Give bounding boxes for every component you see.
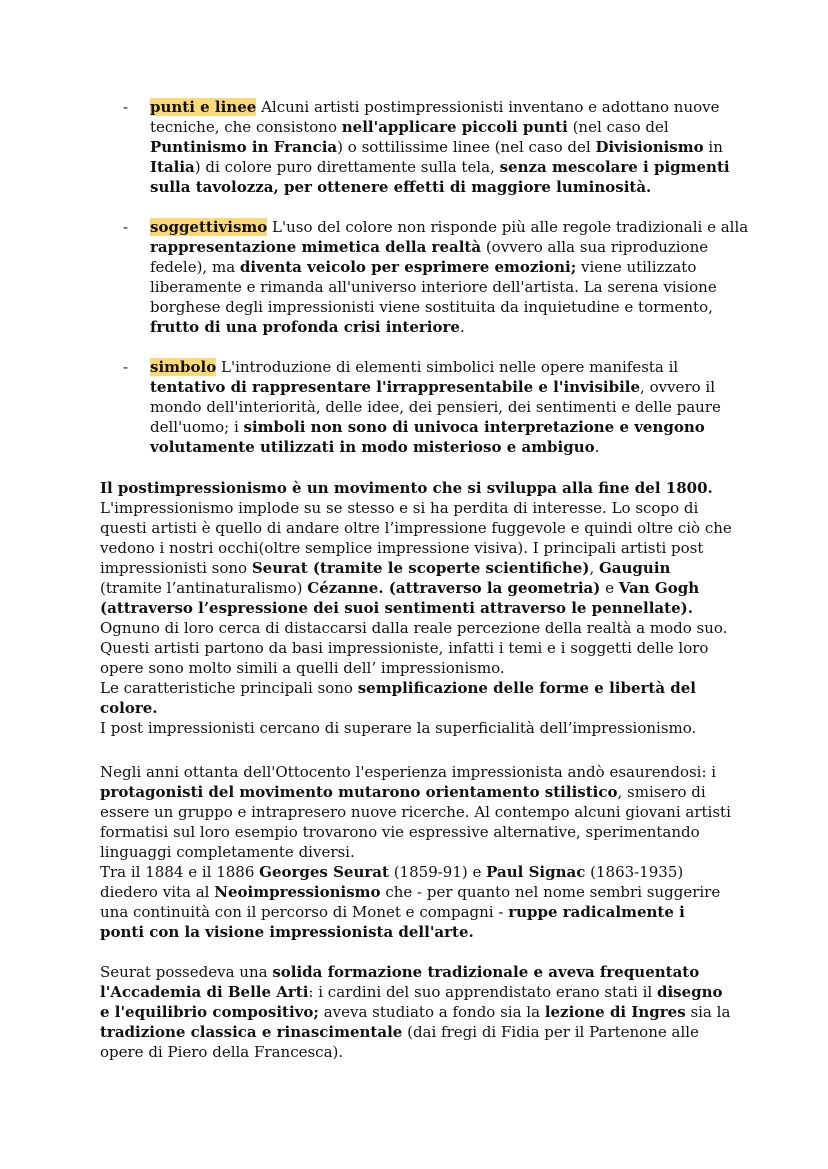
text-run: Tra il 1884 e il 1886 — [100, 863, 260, 881]
bold-text: lezione di Ingres — [544, 1003, 686, 1021]
dash-marker: - — [123, 358, 129, 376]
bold-text: solida formazione tradizionale e aveva frequentato l'Accademia di Belle Arti — [100, 963, 700, 1001]
text-run: Seurat possedeva una — [100, 963, 273, 981]
bold-text: protagonisti del movimento mutarono orientamento stilistico — [100, 783, 618, 801]
text-run: (tramite l’antinaturalismo) — [100, 579, 308, 597]
bold-text: Neoimpressionismo — [214, 883, 381, 901]
bold-text: simboli non sono di univoca interpretazione e vengono volutamente utilizzati in modo misterioso e ambiguo — [150, 418, 705, 456]
paragraph — [100, 618, 732, 638]
text-run: I post impressionisti cercano di superare la superficialità dell’impressionismo. — [100, 719, 697, 737]
bold-text: diventa veicolo per esprimere emozioni; — [239, 258, 577, 276]
bold-text: Georges Seurat — [259, 863, 389, 881]
paragraph-spacer — [100, 942, 732, 962]
text-run: L'introduzione di elementi simbolici nelle opere manifesta il — [216, 358, 679, 376]
text-run: ) o sottilissime linee (nel caso del — [337, 138, 596, 156]
text-run: , smisero di essere un gruppo e intrapresero nuove ricerche. Al contempo alcuni giovani artisti formatisi sul loro esempio trovarono vie espressive alternative, sperimentando linguaggi completamente diversi. — [100, 783, 731, 861]
bold-text: rappresentazione mimetica della realtà — [150, 238, 482, 256]
text-run: Le caratteristiche principali sono — [100, 679, 358, 697]
bold-text: Paul Signac — [486, 863, 586, 881]
text-run: Questi artisti partono da basi impressioniste, infatti i temi e i soggetti delle loro opere sono molto simili a quelli dell’ impressionismo. — [100, 639, 709, 677]
text-run: e — [600, 579, 619, 597]
text-run: aveva studiato a fondo sia la — [318, 1003, 545, 1021]
bullet-item — [118, 97, 758, 197]
dash-marker: - — [123, 98, 129, 116]
paragraph — [100, 862, 732, 942]
section-neoimpressionismo — [100, 762, 732, 1062]
text-run: . — [459, 318, 465, 336]
bullet-item — [118, 357, 758, 457]
bullet-item — [118, 217, 758, 337]
bold-text: disegno e l'equilibrio compositivo; — [100, 983, 723, 1021]
highlighted-term: simbolo — [150, 358, 217, 376]
text-run: L'uso del colore non risponde più alle regole tradizionali e alla — [267, 218, 749, 236]
dash-marker: - — [123, 218, 129, 236]
paragraph — [100, 638, 732, 678]
text-run: Ognuno di loro cerca di distaccarsi dalla reale percezione della realtà a modo suo. — [100, 619, 728, 637]
bold-text: semplificazione delle forme e libertà del colore. — [100, 679, 697, 717]
bold-text: nell'applicare piccoli punti — [341, 118, 568, 136]
text-run: che - per quanto nel nome sembri suggerire una continuità con il percorso di Monet e compagni - — [100, 883, 721, 921]
text-run: , ovvero il mondo dell'interiorità, delle idee, dei pensieri, dei sentimenti e delle paure dell'uomo; i — [150, 378, 721, 436]
text-run: (nel caso del — [567, 118, 669, 136]
bold-text: Cézanne. (attraverso la geometria) — [307, 579, 601, 597]
bold-text: Divisionismo — [595, 138, 704, 156]
paragraph — [100, 678, 732, 718]
paragraph — [100, 718, 732, 738]
text-run: viene utilizzato liberamente e rimanda all'universo interiore dell'artista. La serena visione borghese degli impressionisti viene sostituita da inquietudine e tormento, — [150, 258, 717, 316]
paragraph — [100, 478, 732, 618]
text-run: sia la — [685, 1003, 731, 1021]
bold-text: frutto di una profonda crisi interiore — [150, 318, 460, 336]
text-run: in — [703, 138, 723, 156]
text-run: . — [594, 438, 600, 456]
text-run: : i cardini del suo apprendistato erano stati il — [308, 983, 657, 1001]
bold-text: Il postimpressionismo è un movimento che si sviluppa alla fine del 1800. — [100, 479, 713, 497]
text-run: , — [589, 559, 599, 577]
bold-text: tradizione classica e rinascimentale — [100, 1023, 403, 1041]
highlighted-term: punti e linee — [150, 98, 257, 116]
bold-text: Puntinismo in Francia — [150, 138, 338, 156]
bold-text: Seurat (tramite le scoperte scientifiche) — [251, 559, 590, 577]
paragraph — [100, 962, 732, 1062]
bold-text: ruppe radicalmente i ponti con la visione impressionista dell'arte. — [100, 903, 685, 941]
text-run: Alcuni artisti postimpressionisti inventano e adottano nuove tecniche, che consistono — [150, 98, 720, 136]
bold-text: Gauguin — [598, 559, 671, 577]
bold-text: tentativo di rappresentare l'irrappresentabile e l'invisibile — [150, 378, 641, 396]
bullet-list — [118, 97, 758, 477]
text-run: (dai fregi di Fidia per il Partenone alle opere di Piero della Francesca). — [100, 1023, 699, 1061]
bold-text: Van Gogh (attraverso l’espressione dei suoi sentimenti attraverso le pennellate). — [100, 579, 700, 617]
text-run: L'impressionismo implode su se stesso e si ha perdita di interesse. Lo scopo di questi artisti è quello di andare oltre l’impressione fuggevole e quindi oltre ciò che vedono i nostri occhi(oltre semplice impressione visiva). I principali artisti post impressionisti sono — [100, 499, 732, 577]
text-run: (1859-91) e — [388, 863, 487, 881]
bold-text: Italia — [150, 158, 195, 176]
bold-text: senza mescolare i pigmenti sulla tavolozza, per ottenere effetti di maggiore luminosità. — [150, 158, 730, 196]
section-postimpressionismo — [100, 478, 732, 738]
text-run: ) di colore puro direttamente sulla tela, — [194, 158, 500, 176]
text-run: (ovvero alla sua riproduzione fedele), ma — [150, 238, 709, 276]
highlighted-term: soggettivismo — [150, 218, 268, 236]
text-run: Negli anni ottanta dell'Ottocento l'esperienza impressionista andò esaurendosi: i — [100, 763, 717, 781]
text-run: (1863-1935) diedero vita al — [100, 863, 684, 901]
paragraph — [100, 762, 732, 862]
